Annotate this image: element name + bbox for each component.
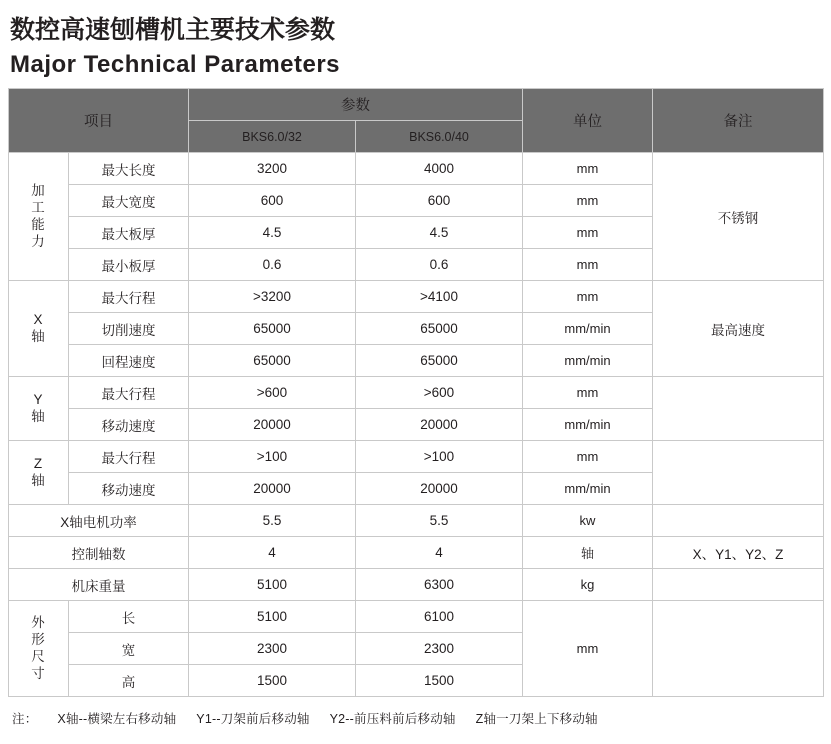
- row-item: 最大行程: [69, 281, 189, 313]
- row-item: 切削速度: [69, 313, 189, 345]
- footnote: [12, 709, 823, 727]
- group-label-dimensions: 外 形 尺 寸: [9, 601, 69, 697]
- group-label-x-axis: X 轴: [9, 281, 69, 377]
- header-model-2: BKS6.0/40: [356, 121, 523, 153]
- row-value-1: 4: [189, 537, 356, 569]
- row-item: 移动速度: [69, 409, 189, 441]
- note-empty-y: [653, 377, 824, 441]
- note-capability: 不锈钢: [653, 153, 824, 281]
- row-unit: mm/min: [523, 409, 653, 441]
- table-row: [9, 569, 824, 601]
- parameters-table: [8, 88, 824, 697]
- footnote-seg-1: X轴--横梁左右移动轴: [57, 712, 177, 727]
- row-item: 控制轴数: [9, 537, 189, 569]
- row-item: 宽: [69, 633, 189, 665]
- row-value-2: 4000: [356, 153, 523, 185]
- row-value-2: 5.5: [356, 505, 523, 537]
- row-value-1: 20000: [189, 409, 356, 441]
- group-label-capability: 加 工 能 力: [9, 153, 69, 281]
- row-value-2: 4.5: [356, 217, 523, 249]
- note-empty-z: [653, 441, 824, 505]
- group-label-y-axis: Y 轴: [9, 377, 69, 441]
- row-unit: mm: [523, 441, 653, 473]
- footnote-seg-2: Y1--刀架前后移动轴: [196, 712, 310, 727]
- row-item: 移动速度: [69, 473, 189, 505]
- page-title-en: Major Technical Parameters: [10, 50, 341, 78]
- row-value-2: 2300: [356, 633, 523, 665]
- row-value-1: 65000: [189, 313, 356, 345]
- row-value-2: 65000: [356, 313, 523, 345]
- row-unit: mm: [523, 377, 653, 409]
- row-item: 回程速度: [69, 345, 189, 377]
- table-row: [9, 537, 824, 569]
- note-axis-list: X、Y1、Y2、Z: [653, 537, 824, 569]
- footnote-seg-3: Y2--前压料前后移动轴: [329, 712, 456, 727]
- row-value-2: 20000: [356, 409, 523, 441]
- header-unit: 单位: [523, 89, 653, 153]
- row-value-2: 65000: [356, 345, 523, 377]
- row-value-1: 4.5: [189, 217, 356, 249]
- row-value-2: >4100: [356, 281, 523, 313]
- table-body: [9, 153, 824, 697]
- row-item: X轴电机功率: [9, 505, 189, 537]
- row-unit: kg: [523, 569, 653, 601]
- table-row: [9, 505, 824, 537]
- note-empty-weight: [653, 569, 824, 601]
- row-item: 最大行程: [69, 377, 189, 409]
- row-unit: mm: [523, 249, 653, 281]
- header-model-1: BKS6.0/32: [189, 121, 356, 153]
- row-value-2: 6100: [356, 601, 523, 633]
- row-value-1: 0.6: [189, 249, 356, 281]
- note-empty-motor: [653, 505, 824, 537]
- row-item: 最大长度: [69, 153, 189, 185]
- row-unit: 轴: [523, 537, 653, 569]
- row-value-1: 5100: [189, 601, 356, 633]
- row-value-2: 20000: [356, 473, 523, 505]
- parameters-page: [0, 16, 831, 744]
- row-value-1: >600: [189, 377, 356, 409]
- row-item: 最大行程: [69, 441, 189, 473]
- row-value-2: 4: [356, 537, 523, 569]
- row-value-1: >100: [189, 441, 356, 473]
- footnote-prefix: 注：: [12, 712, 38, 727]
- row-value-1: 2300: [189, 633, 356, 665]
- row-value-1: 3200: [189, 153, 356, 185]
- row-unit: mm/min: [523, 313, 653, 345]
- row-value-1: 65000: [189, 345, 356, 377]
- row-value-2: >100: [356, 441, 523, 473]
- table-row: [9, 281, 824, 313]
- row-item: 机床重量: [9, 569, 189, 601]
- page-title-cn: 数控高速刨槽机主要技术参数: [10, 16, 336, 44]
- row-unit: mm/min: [523, 473, 653, 505]
- row-unit: mm: [523, 185, 653, 217]
- row-unit: kw: [523, 505, 653, 537]
- note-x-axis: 最高速度: [653, 281, 824, 377]
- row-unit: mm: [523, 217, 653, 249]
- row-unit: mm: [523, 153, 653, 185]
- header-params: 参数: [189, 89, 523, 121]
- table-row: [9, 377, 824, 409]
- table-row: [9, 601, 824, 633]
- footnote-seg-4: Z轴一刀架上下移动轴: [475, 712, 598, 727]
- row-value-2: 600: [356, 185, 523, 217]
- note-empty-dimensions: [653, 601, 824, 697]
- row-item: 最大宽度: [69, 185, 189, 217]
- table-row: [9, 441, 824, 473]
- row-value-2: 0.6: [356, 249, 523, 281]
- row-value-2: 1500: [356, 665, 523, 697]
- group-label-z-axis: Z 轴: [9, 441, 69, 505]
- row-value-1: 5.5: [189, 505, 356, 537]
- row-value-2: 6300: [356, 569, 523, 601]
- header-item: 项目: [9, 89, 189, 153]
- header-note: 备注: [653, 89, 824, 153]
- row-value-1: 20000: [189, 473, 356, 505]
- table-row: [9, 153, 824, 185]
- header-row-1: [9, 89, 824, 121]
- table-header: [9, 89, 824, 153]
- row-value-2: >600: [356, 377, 523, 409]
- row-unit: mm: [523, 281, 653, 313]
- row-unit: mm/min: [523, 345, 653, 377]
- row-unit: mm: [523, 601, 653, 697]
- row-value-1: 600: [189, 185, 356, 217]
- row-item: 最小板厚: [69, 249, 189, 281]
- row-value-1: 5100: [189, 569, 356, 601]
- row-item: 最大板厚: [69, 217, 189, 249]
- row-item: 高: [69, 665, 189, 697]
- row-value-1: >3200: [189, 281, 356, 313]
- row-value-1: 1500: [189, 665, 356, 697]
- row-item: 长: [69, 601, 189, 633]
